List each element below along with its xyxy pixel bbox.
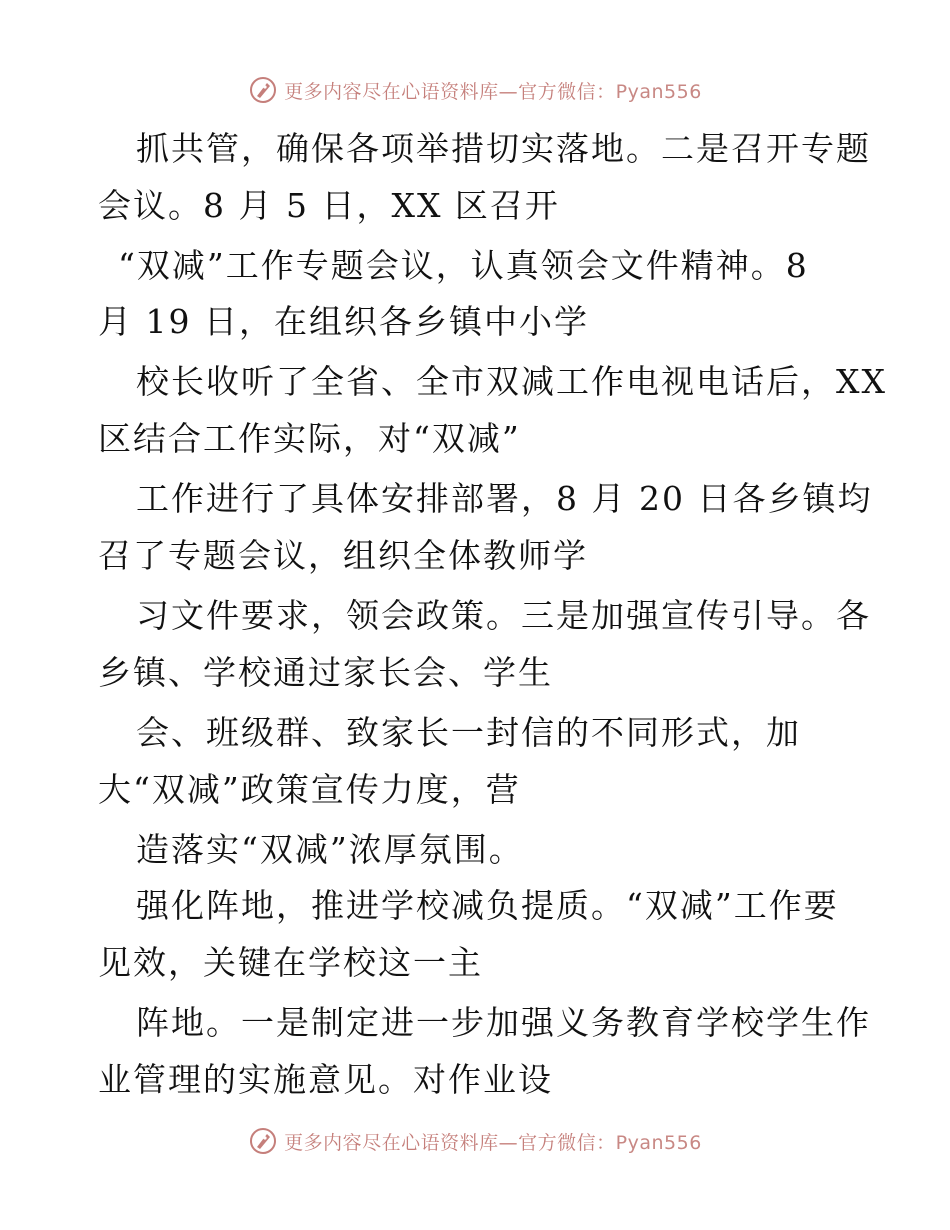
body-line: 习文件要求，领会政策。三是加强宣传引导。各 [136, 596, 871, 635]
banner-text: 更多内容尽在心语资料库—官方微信：Pyan556 [284, 80, 702, 103]
body-line: 造落实“双减”浓厚氛围。 [136, 830, 524, 869]
body-line: 大“双减”政策宣传力度，营 [98, 770, 521, 809]
banner-text: 更多内容尽在心语资料库—官方微信：Pyan556 [284, 1131, 702, 1154]
body-line: 抓共管，确保各项举措切实落地。二是召开专题 [136, 129, 871, 168]
body-line: 见效，关键在学校这一主 [98, 943, 483, 982]
body-line: 强化阵地，推进学校减负提质。“双减”工作要 [136, 886, 839, 925]
body-line: “双减”工作专题会议，认真领会文件精神。8 [118, 246, 809, 285]
body-line: 会、班级群、致家长一封信的不同形式，加 [136, 713, 801, 752]
pen-nib-logo-icon [248, 75, 278, 105]
body-line: 区结合工作实际，对“双减” [98, 419, 521, 458]
body-line: 业管理的实施意见。对作业设 [98, 1060, 553, 1099]
body-line: 工作进行了具体安排部署，8 月 20 日各乡镇均 [136, 479, 873, 518]
body-line: 校长收听了全省、全市双减工作电视电话后，XX [136, 362, 887, 401]
body-line: 召了专题会议，组织全体教师学 [98, 536, 588, 575]
body-line: 会议。8 月 5 日，XX 区召开 [98, 186, 560, 225]
header-banner [0, 70, 950, 110]
pen-nib-logo-icon [248, 1126, 278, 1156]
wechat-id: Pyan556 [615, 1131, 702, 1154]
body-line: 阵地。一是制定进一步加强义务教育学校学生作 [136, 1003, 871, 1042]
footer-banner [0, 1121, 950, 1161]
wechat-id: Pyan556 [615, 80, 702, 103]
body-line: 月 19 日，在组织各乡镇中小学 [98, 302, 589, 341]
body-line: 乡镇、学校通过家长会、学生 [98, 653, 553, 692]
